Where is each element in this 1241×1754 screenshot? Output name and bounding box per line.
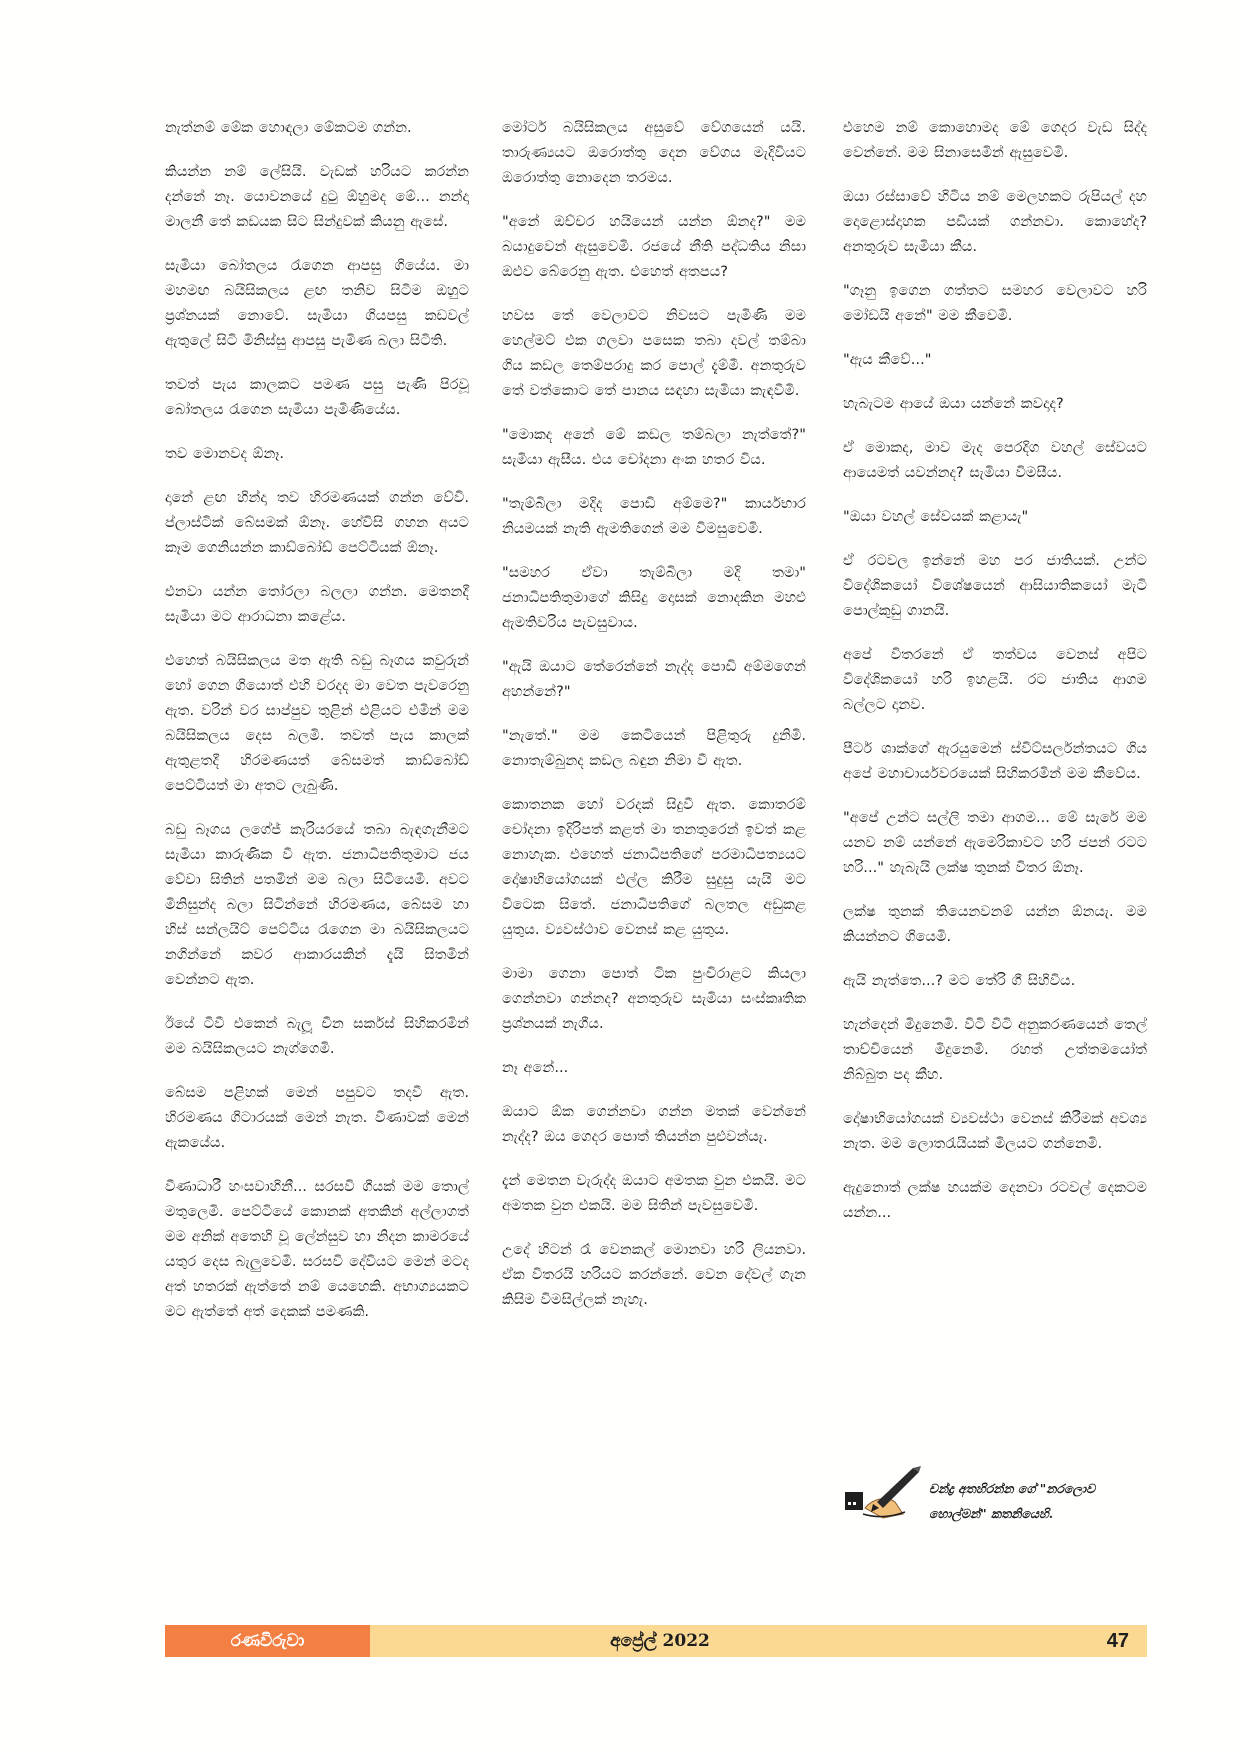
- paragraph: "ගෑනු ඉගෙන ගත්තට සමහර වෙලාවට හරි මෝඩයි අනේ" මම කීවෙමි.: [843, 282, 1147, 324]
- paragraph: අපේ විතරනේ ඒ තත්වය වෙනස් අපිට විදේශිකයෝ හරි ඉහළයි. රට ජාතිය ආගම බල්ලට දානව.: [843, 646, 1147, 713]
- paragraph: වීණාධාරී හංසවාහිනී... සරසවි ගීයක් මම තොල් මතුලෙමි. පෙට්ටියේ කොනක් අතකින් අල්ලාගත් මම අනික් අතෙහි වූ ලේන්සුව හා නිදන කාමරයේ යතුර දෙස බැලුවෙමි. සරසවි දේවියට මෙන් මටද අත් හතරක් ඇත්තේ නම් යෙහෙකි. අභාග්‍යයකට මට ඇත්තේ අත් දෙකක් පමණකි.: [165, 1178, 469, 1320]
- paragraph: මෝටර් බයිසිකලය අසුවේ වේගයෙන් යයි. තාරුණ්‍යයට ඔරොත්තු දෙන වේගය මැදිවියට ඔරොත්තු නොදෙන තරමය.: [502, 119, 806, 186]
- paragraph: ඇදුනොත් ලක්ෂ හයක්ම දෙනවා රටවල් දෙකටම යන්න...: [843, 1179, 1147, 1221]
- paragraph: කියන්න නම් ලේසියි. වැඩක් හරියට කරන්න දන්නේ නෑ. යොවනයේ දුටු ඕහුමද මේ... නන්දා මාලනී තේ කඩයක සිට සින්දුවක් කියනු ඇසේ.: [165, 163, 469, 230]
- paragraph: "ඔයා වහල් සේවයක් කළායැ": [843, 508, 1029, 525]
- paragraph: දෝෂාභියෝගයක් ව්‍යවස්ථා වෙනස් කිරීමක් අවශ්‍ය නැත. මම ලොතරැයියක් මිලයට ගන්නෙමි.: [843, 1110, 1147, 1152]
- paragraph: "සමහර ඒවා තැම්බිලා මදි තමා" ජනාධිපතිතුමාගේ කිසිදු දොසක් නොදකින මහළු ඇමතිවරිය පැවසුවාය.: [502, 564, 806, 631]
- paragraph: හැන්දෙන් මිදුනෙමි. විටි විටි අනුකරණයෙන් තෙල් තාච්චියෙන් මිදුනෙමි. රහත් උත්තමයෝත් නිබ්බුත පද කීහ.: [843, 1016, 1147, 1083]
- magazine-name: රණවිරුවා: [165, 1625, 370, 1657]
- paragraph: ලක්ෂ තුනක් තියෙනවනම් යන්න ඕනයැ. මම කියන්නට ගියෙමි.: [843, 903, 1147, 945]
- paragraph: කොතනක හෝ වරදක් සිදුවී ඇත. කොතරම් චෝදනා ඉදිරිපත් කළත් මා තනතුරෙන් ඉවත් කළ නොහැක. එහෙත් ජනාධිපතිගේ පරමාධිපත්‍යයට දෝෂාභියෝගයක් එල්ල කිරීම සුදුසු යැයි මට විටෙක සිතේ. ජනාධිපතිගේ බලතල අඩුකළ යුතුය. ව්‍යවස්ථාව වෙනස් කළ යුතුය.: [502, 796, 806, 938]
- text-column-2: [502, 115, 806, 1331]
- paragraph: ඊයේ ටීවී එකෙන් බැලූ චීන සර්කස් සිහිකරමින් මම බයිසිකලයට නැග්ගෙමි.: [165, 1015, 469, 1057]
- text-column-3: [843, 115, 1147, 1244]
- issue-date: අප්‍රේල් 2022: [610, 1631, 710, 1651]
- paragraph: සැමියා බෝතලය රැගෙන ආපසු ගියේය. මා මහමඟ බයිසිකලය ළඟ තනිව සිටීම ඔහුට ප්‍රශ්නයක් නොවේ. සැමියා ගියපසු කඩවල් ඇතුලේ සිටි මිනිස්සු ආපසු පැමිණ බලා සිටිති.: [165, 257, 469, 349]
- paragraph: "තැම්බිලා මදිද පොඩි අම්මෙ?" කාර්යභාර නියමයක් නැති ඇමතිගෙන් මම විමසුවෙමි.: [502, 495, 806, 537]
- paragraph: හැබැටම ආයේ ඔයා යන්නේ කවදාද?: [843, 395, 1064, 412]
- paragraph: ඔයාට ඕක ගෙන්නවා ගන්න මතක් වෙන්නේ නැද්ද? ඔය ගෙදර පොත් තියන්න පුළුවන්යැ.: [502, 1103, 806, 1145]
- paragraph: එහෙම නම් කොහොමද මේ ගෙදර වැඩ සිද්ද වෙන්නේ. මම සිනාසෙමින් ඇසුවෙමි.: [843, 119, 1147, 161]
- author-credit-line-2: හොල්මන්" කතනියෙහි.: [929, 1506, 1054, 1521]
- paragraph: "ඇය කීවේ...": [843, 351, 932, 368]
- paragraph: මාමා ගෙනා පොත් ටික පුංචිරාළට කියලා ගෙන්නවා ගන්නද? අනතුරුව සැමියා සංස්කෘතික ප්‍රශ්නයක් නැගීය.: [502, 965, 806, 1032]
- paragraph: තව මොනවද ඕනෑ.: [165, 445, 285, 462]
- page-footer: [165, 1625, 1147, 1657]
- paragraph: ඒ මොකද, මාව මැද පෙරදිග වහල් සේවයට ආයෙමත් යවන්නද? සැමියා විමසීය.: [843, 439, 1147, 481]
- pen-writing-icon: [843, 1462, 929, 1532]
- author-credit-line-1: චන්ද්‍ර අතහිරන්න ගේ "නරලොව: [929, 1481, 1096, 1496]
- paragraph: එනවා යන්න තෝරලා බලලා ගන්න. මෙතනදී සැමියා මට ආරාධනා කළේය.: [165, 583, 469, 625]
- paragraph: ඔයා රස්සාවේ හිටිය නම් මෙලහකට රුපියල් දහ දොළොස්දාහක පඩියක් ගන්නවා. කොහේද? අනතුරුව සැමියා කීය.: [843, 188, 1147, 255]
- paragraph: බඩු බෑගය ලගේජ් කැරියරයේ තබා බැඳගැනීමට සැමියා කාරුණික වී ඇත. ජනාධිපතිතුමාට ජය වේවා සිතින් පතමින් මම බලා සිටියෙමි. අවට මිනිසුන්ද බලා සිටින්නේ හිරමණය, බේසම හා හිස් සන්ලයිට් පෙට්ටිය රැගෙන මා බයිසිකලයට නගින්නේ කවර ආකාරයකින් දැයි සිතමින් වෙන්නට ඇත.: [165, 821, 469, 988]
- paragraph: නෑ අනේ...: [502, 1059, 569, 1076]
- paragraph: "මොකද අනේ මේ කඩල තම්බලා නැත්තේ?" සැමියා ඇසීය. එය චෝදනා අංක හතර විය.: [502, 426, 806, 468]
- text-column-1: [165, 115, 469, 1343]
- author-credit: [929, 1476, 1147, 1526]
- paragraph: ඒ රටවල ඉන්නේ මහ පර ජාතියක්. උන්ට විදේශිකයෝ විශේෂයෙන් ආසියාතිකයෝ මැටි පොල්කුඩු ගානයි.: [843, 552, 1147, 619]
- paragraph: දැන් මෙතන වැරුද්ද ඔයාට අමතක වුන එකයි. මට අමතක වුන එකයි. මම සිතින් පැවසුවෙමි.: [502, 1172, 806, 1214]
- paragraph: හවස තේ වෙලාවට නිවසට පැමිණි මම හෙල්මට් එක ගලවා පසෙක තබා දවල් තම්බා ගිය කඩල තෙම්පරාදු කර පොල් දැම්මී. අනතුරුව තේ වත්කොට තේ පානය සඳහා සැමියා කැඳවීමි.: [502, 307, 806, 399]
- paragraph: නැත්නම් මේක හොඳලා මේකටම ගන්න.: [165, 119, 412, 136]
- page-number: 47: [1106, 1630, 1129, 1652]
- paragraph: "ඇයි ඔයාට තේරෙන්නේ නැද්ද පොඩි අම්මගෙන් අහන්නේ?": [502, 658, 806, 700]
- author-signature: [843, 1462, 1147, 1532]
- paragraph: ඇයි නැත්තෙ...? මට තේරි ගී සිහිවිය.: [843, 972, 1076, 989]
- paragraph: දානේ ළඟ හින්දා තව හිරමණයක් ගන්න වේවි. ප්ලාස්ටික් බේසමක් ඕනෑ. හේවිසි ගහන අයට කෑම ගෙනියන්න කාඩ්බෝඩ් පෙට්ටියක් ඕනෑ.: [165, 489, 469, 556]
- paragraph: "අපේ උන්ට සල්ලි තමා ආගම... මේ සැරේ මම යනව නම් යන්නේ ඇමෙරිකාවට හරි ජපන් රටට හරි..." හැබැයි ලක්ෂ තුනක් විතර ඕනෑ.: [843, 809, 1147, 876]
- paragraph: උදේ හිටන් රෑ වෙනකල් මොනවා හරි ලියනවා. ඒක විතරයි හරියට කරන්නේ. වෙන දේවල් ගැන කිසිම විමසිල්ලක් නැහැ.: [502, 1241, 806, 1308]
- paragraph: බේසම පළිහක් මෙන් පපුවට තදවී ඇත. හිරමණය ගිටාරයක් මෙන් නැත. වීණාවක් මෙන් ඇකයේය.: [165, 1084, 469, 1151]
- paragraph: පීටර් ශාක්ගේ ඇරයුමෙන් ස්විට්සර්ලන්තයට ගිය අපේ මහාචාර්යවරයෙක් සිහිකරමින් මම කීවේය.: [843, 740, 1147, 782]
- paragraph: "නැතේ." මම කෙටියෙන් පිළිතුරු දුනිමි. නොතැම්බුනද කඩල බඳුන නිමා වී ඇත.: [502, 727, 806, 769]
- paragraph: එහෙත් බයිසිකලය මත ඇති බඩු බෑගය කවුරුන් හෝ ගෙන ගියොත් එහි වරදද මා වෙත පැවරෙනු ඇත. වරින් වර සාප්පුව තුළින් එළියට එමින් මම බයිසිකලය දෙස බලමි. තවත් පැය කාලක් ඇතුළතදී හිරමණයත් බේසමත් කාඩ්බෝඩ් පෙට්ටියත් මා අතට ලැබුණි.: [165, 652, 469, 794]
- paragraph: තවත් පැය කාලකට පමණ පසු පැණි පිරවූ බෝතලය රැගෙන සැමියා පැමිණියේය.: [165, 376, 469, 418]
- paragraph: "අනේ ඔච්චර හයියෙන් යන්න ඕනද?" මම බයාදුවෙන් ඇසුවෙමි. රජයේ නීති පද්ධතිය නිසා ඔළුව බේරෙනු ඇත. එහෙත් අතපය?: [502, 213, 806, 280]
